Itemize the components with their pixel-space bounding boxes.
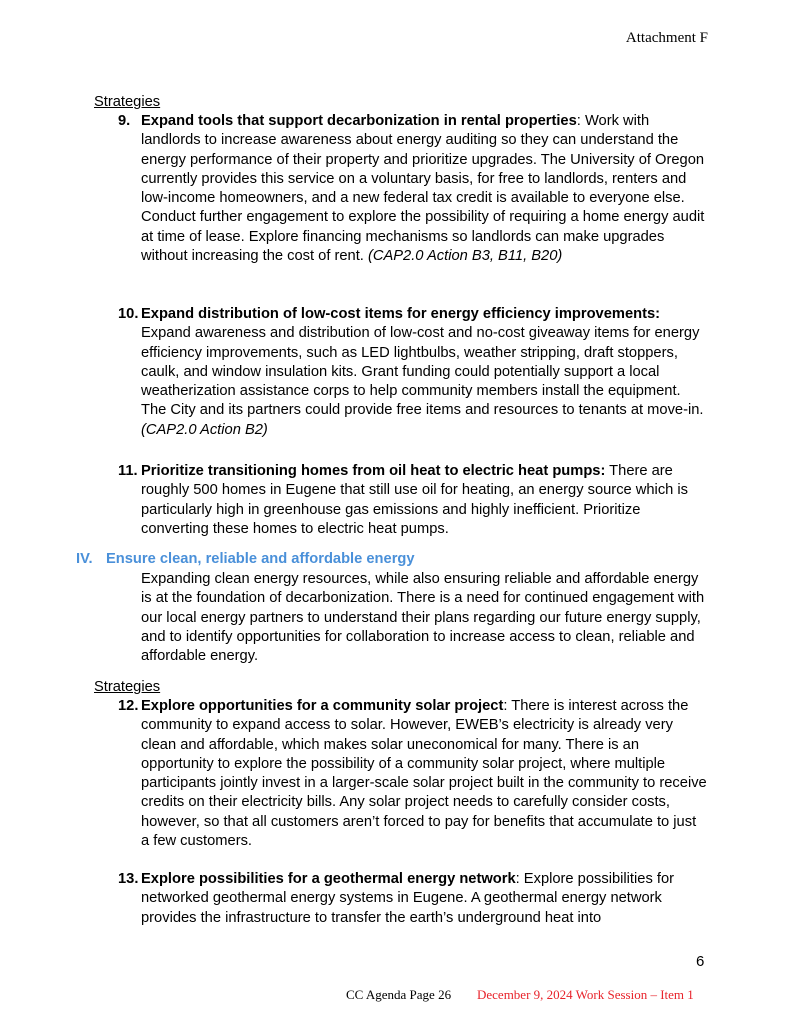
footer-agenda-page: CC Agenda Page 26 [346,987,452,1002]
strategies-heading: Strategies [94,679,161,695]
item-number: 13. [118,871,139,887]
page-number: 6 [696,953,705,970]
strategies-heading: Strategies [94,94,161,110]
item-number: 10. [118,306,139,322]
item-body: There are roughly 500 homes in Eugene that still use oil for heating, an energy source which is particularly high in greenhouse gas emissions and highly inefficient. Prioritize converting these homes to electric heat pumps. [141,463,689,537]
strategy-item-13 [118,870,708,928]
item-number: 9. [118,113,131,129]
section-intro: Expanding clean energy resources, while also ensuring reliable and affordable energy is at the foundation of decarbonization. There is a need for continued engagement with our local energy partners to understand their plans regarding our future energy supply, and to identify opportunities for collaboration to increase access to clean, reliable and affordable energy. [141,571,705,665]
section-heading [76,551,415,567]
item-title: Prioritize transitioning homes from oil heat to electric heat pumps: [141,463,606,479]
strategy-item-10 [118,305,708,440]
item-number: 11. [118,463,138,479]
strategy-item-12 [118,697,708,851]
item-body: : There is interest across the community to expand access to solar. However, EWEB’s electricity is already very clean and affordable, which makes solar uneconomical for many. There is an opportunity to explore the possibility of a community solar project, where multiple participants jointly invest in a larger-scale solar project built in the community to receive credits on their electricity bills. Any solar project needs to carefully consider costs, however, so that all customers aren’t forced to pay for benefits that accumulate to just a few customers. [141,698,707,850]
item-title: Expand tools that support decarbonization in rental properties [141,113,577,129]
item-body: : Work with landlords to increase awareness about energy auditing so they can understand the energy performance of their property and prioritize upgrades. The University of Oregon currently provides this service on a voluntary basis, for free to landlords, renters and low-income homeowners, and a new federal tax credit is available to everyone else. Conduct further engagement to explore the possibility of requiring a home energy audit at time of lease. Explore financing mechanisms so landlords can make upgrades without increasing the cost of rent. [141,113,705,265]
item-number: 12. [118,698,139,714]
item-reference: (CAP2.0 Action B3, B11, B20) [367,248,563,265]
strategy-item-11 [118,462,708,539]
item-body: : Explore possibilities for networked geothermal energy systems in Eugene. A geothermal energy network provides the infrastructure to transfer the earth’s underground heat into [141,871,675,926]
item-reference: (CAP2.0 Action B2) [141,421,268,438]
section-title: Ensure clean, reliable and affordable energy [106,551,415,567]
item-title: Expand distribution of low-cost items for energy efficiency improvements: [141,306,661,322]
strategy-item-9 [118,112,708,266]
attachment-label: Attachment F [625,30,708,46]
section-number: IV. [76,551,93,567]
footer-session: December 9, 2024 Work Session – Item 1 [477,987,694,1002]
item-title: Explore opportunities for a community solar project [141,698,504,714]
item-body: Expand awareness and distribution of low-cost and no-cost giveaway items for energy efficiency improvements, such as LED lightbulbs, weather stripping, draft stoppers, caulk, and window insulation kits. Grant funding could potentially support a local weatherization assistance corps to help community members install the equipment. The City and its partners could provide free items and resources to tenants at move-in. [141,325,704,419]
item-title: Explore possibilities for a geothermal energy network [141,871,516,887]
